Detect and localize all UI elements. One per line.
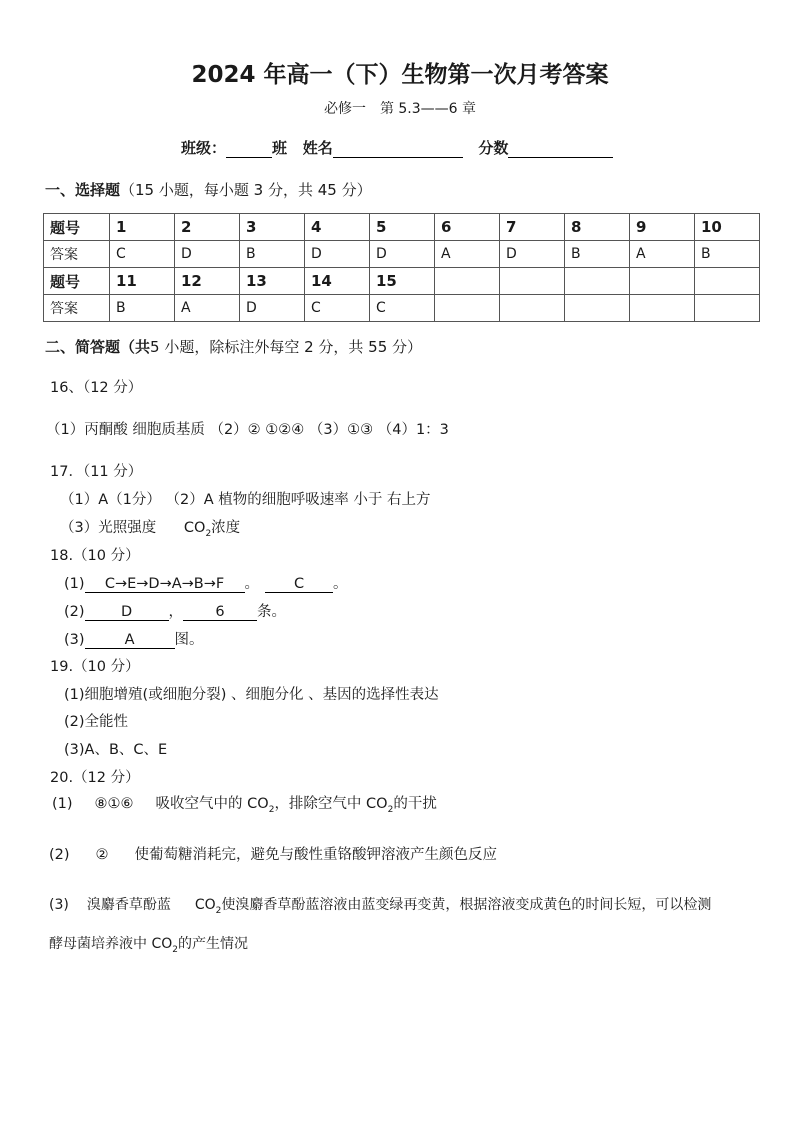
q17-co: CO [183, 520, 206, 536]
q19-answer-3: (3)A、B、C、E [64, 742, 168, 758]
q20-answer-3 [49, 894, 711, 916]
section2-note: 5 小题，除标注外每空 2 分，共 55 分） [150, 338, 423, 356]
table-cell: 15 [370, 268, 435, 295]
score-label: 分数 [478, 139, 509, 157]
q17-answer-2a: （3）光照强度 [60, 520, 157, 536]
q20-answer-4 [49, 933, 248, 955]
q20-sub-4: 2 [172, 944, 178, 955]
table-cell [695, 295, 760, 322]
table-cell: 9 [630, 214, 695, 241]
table-cell: B [240, 241, 305, 268]
q20-part2-label: (2) [49, 847, 70, 863]
section1-title: 一、选择题 [45, 181, 121, 199]
table-cell: 14 [305, 268, 370, 295]
table-cell: D [175, 241, 240, 268]
row-label-num: 题号 [44, 214, 110, 241]
section1-heading [45, 179, 372, 200]
q19-heading: 19.（10 分） [50, 659, 140, 675]
table-cell: D [305, 241, 370, 268]
table-cell: C [110, 241, 175, 268]
q20-part4-b: 的产生情况 [177, 936, 248, 952]
table-row [44, 295, 760, 322]
table-cell: D [370, 241, 435, 268]
section2-title: 二、简答题（共 [45, 338, 151, 356]
q18-answer-1 [64, 572, 348, 593]
table-cell [500, 268, 565, 295]
q18-blank-3: D [85, 604, 169, 621]
class-label: 班级： [181, 139, 227, 157]
q18-answer-3 [64, 628, 204, 649]
row-label-ans: 答案 [44, 295, 110, 322]
q16-heading: 16、（12 分） [50, 380, 143, 396]
score-field[interactable] [508, 141, 613, 158]
section1-note: （15 小题，每小题 3 分，共 45 分） [120, 181, 372, 199]
q19-answer-2: (2)全能性 [64, 714, 129, 730]
q18-blank-5: A [85, 632, 175, 649]
q17-answer-1: （1）A（1分） （2）A 植物的细胞呼吸速率 小于 右上方 [60, 492, 431, 508]
page-title: 2024 年高一（下）生物第一次月考答案 [191, 62, 609, 88]
table-cell: 6 [435, 214, 500, 241]
q20-part1-a: ⑧①⑥ [94, 796, 134, 812]
name-label: 姓名 [302, 139, 333, 157]
q17-co-sub: 2 [205, 528, 212, 539]
q18-end1: 。 [333, 576, 348, 592]
table-cell: B [565, 241, 630, 268]
q16-answer: （1）丙酮酸 细胞质基质 （2）② ①②④ （3）①③ （4）1：3 [46, 422, 449, 438]
table-cell: A [435, 241, 500, 268]
table-cell: 8 [565, 214, 630, 241]
table-cell [500, 295, 565, 322]
q20-part3-a: 溴麝香草酚蓝 [86, 897, 171, 913]
q20-part3-b: 使溴麝香草酚蓝溶液由蓝变绿再变黄，根据溶液变成黄色的时间长短，可以检测 [221, 897, 712, 913]
table-cell: 4 [305, 214, 370, 241]
table-cell: C [305, 295, 370, 322]
q20-heading: 20.（12 分） [50, 770, 140, 786]
table-cell [435, 295, 500, 322]
table-cell: 7 [500, 214, 565, 241]
table-cell [695, 268, 760, 295]
table-cell: B [695, 241, 760, 268]
table-cell: C [370, 295, 435, 322]
q20-part1-c: ，排除空气中 CO [274, 796, 388, 812]
q18-part2-label: (2) [64, 604, 85, 620]
table-cell [565, 295, 630, 322]
q18-blank-4: 6 [183, 604, 257, 621]
table-cell [630, 295, 695, 322]
q18-sep: 。 [244, 576, 260, 592]
table-cell [435, 268, 500, 295]
answer-table [43, 213, 760, 322]
table-cell: 11 [110, 268, 175, 295]
table-cell: D [500, 241, 565, 268]
q20-sub-2: 2 [387, 804, 394, 815]
q18-blank-2: C [265, 576, 333, 593]
q20-part2-a: ② [95, 847, 109, 863]
q20-co: CO [194, 897, 216, 913]
q20-answer-2 [49, 843, 497, 864]
table-cell: A [175, 295, 240, 322]
q20-part1-b: 吸收空气中的 CO [155, 796, 269, 812]
table-cell: 10 [695, 214, 760, 241]
table-row [44, 214, 760, 241]
student-info-line [181, 137, 613, 158]
table-cell [565, 268, 630, 295]
name-field[interactable] [333, 141, 463, 158]
q18-comma: ， [168, 604, 184, 620]
table-cell [630, 268, 695, 295]
section2-heading [45, 336, 422, 357]
q20-part2-b: 使葡萄糖消耗完，避免与酸性重铬酸钾溶液产生颜色反应 [134, 847, 498, 863]
q20-part1-d: 的干扰 [393, 796, 437, 812]
table-row [44, 268, 760, 295]
q17-heading: 17．（11 分） [50, 464, 143, 480]
q18-heading: 18.（10 分） [50, 548, 140, 564]
q20-sub-3: 2 [215, 905, 222, 916]
q20-part3-label: (3) [49, 897, 69, 913]
q20-part4-a: 酵母菌培养液中 CO [49, 936, 173, 952]
class-suffix: 班 [272, 139, 288, 157]
q17-answer-2b: 浓度 [211, 520, 241, 536]
table-row [44, 241, 760, 268]
row-label-ans: 答案 [44, 241, 110, 268]
q20-part1-label: (1) [52, 796, 73, 812]
table-cell: 5 [370, 214, 435, 241]
class-field[interactable] [226, 141, 272, 158]
q20-sub-1: 2 [268, 804, 275, 815]
q18-end2: 条。 [257, 604, 287, 620]
q18-part1-label: (1) [64, 576, 85, 592]
table-cell: 1 [110, 214, 175, 241]
row-label-num: 题号 [44, 268, 110, 295]
table-cell: D [240, 295, 305, 322]
table-cell: 12 [175, 268, 240, 295]
table-cell: A [630, 241, 695, 268]
q19-answer-1: (1)细胞增殖(或细胞分裂) 、细胞分化 、基因的选择性表达 [64, 687, 439, 703]
q20-answer-1 [52, 792, 437, 815]
q18-answer-2 [64, 600, 286, 621]
page-subtitle: 必修一 第 5.3——6 章 [323, 101, 477, 117]
q18-end3: 图。 [174, 632, 204, 648]
table-cell: 2 [175, 214, 240, 241]
table-cell: 3 [240, 214, 305, 241]
q18-part3-label: (3) [64, 632, 85, 648]
table-cell: B [110, 295, 175, 322]
q17-answer-2 [60, 516, 240, 539]
table-cell: 13 [240, 268, 305, 295]
q18-blank-1: C→E→D→A→B→F [85, 576, 245, 593]
